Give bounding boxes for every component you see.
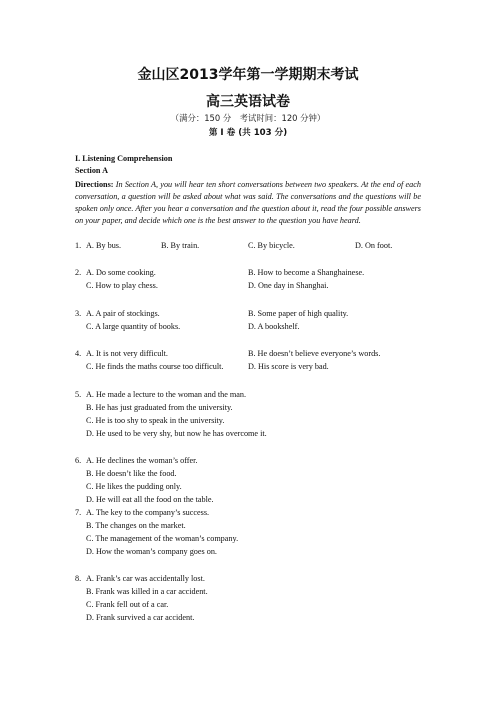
option-b: B. The changes on the market. (86, 521, 186, 530)
question-number: 6. (75, 456, 82, 465)
option-c: C. He likes the pudding only. (86, 482, 182, 491)
question-number: 3. (75, 309, 82, 318)
exam-title: 金山区2013学年第一学期期末考试 (137, 67, 359, 83)
question-number: 1. (75, 241, 82, 250)
option-d: D. He will eat all the food on the table. (86, 495, 214, 504)
option-a: A. A pair of stockings. (86, 309, 160, 318)
directions-label: Directions: (75, 180, 114, 189)
option-b: B. How to become a Shanghainese. (248, 268, 365, 277)
option-b: B. He doesn’t like the food. (86, 469, 177, 478)
question-7 (75, 508, 209, 518)
question-8 (75, 574, 205, 584)
option-a: A. The key to the company’s success. (86, 508, 210, 517)
option-a: A. Frank’s car was accidentally lost. (86, 574, 205, 583)
section-name: Section A (75, 166, 108, 175)
option-c: C. By bicycle. (248, 241, 295, 250)
option-d: D. How the woman’s company goes on. (86, 547, 217, 556)
option-d: D. One day in Shanghai. (248, 281, 329, 290)
option-c: C. The management of the woman’s company. (86, 534, 239, 543)
question-4 (75, 349, 168, 359)
option-c: C. He is too shy to speak in the university. (86, 416, 225, 425)
option-b: B. He has just graduated from the university. (86, 403, 233, 412)
question-number: 2. (75, 268, 82, 277)
option-d: D. He used to be very shy, but now he has overcome it. (86, 429, 267, 438)
option-b: B. He doesn’t believe everyone’s words. (248, 349, 381, 358)
question-3 (75, 309, 160, 319)
option-a: A. He made a lecture to the woman and the man. (86, 390, 247, 399)
option-a: A. By bus. (86, 241, 122, 250)
option-c: C. How to play chess. (86, 281, 158, 290)
question-1 (75, 241, 121, 251)
option-d: D. A bookshelf. (248, 322, 300, 331)
directions-paragraph (75, 179, 421, 227)
exam-subtitle: 高三英语试卷 (206, 94, 290, 110)
option-c: C. A large quantity of books. (86, 322, 181, 331)
option-a: A. It is not very difficult. (86, 349, 168, 358)
option-c: C. He finds the maths course too difficult. (86, 362, 224, 371)
question-number: 8. (75, 574, 82, 583)
exam-info: （满分：150 分 考试时间：120 分钟） (170, 113, 326, 123)
directions-text: In Section A, you will hear ten short conversations between two speakers. At the end of each conversation, a question will be asked about what was said. The conversations and the questions will be spoken only once. After you hear a conversation and the question about it, read the four possible answers on your paper, and decide which one is the best answer to the question you have heard. (75, 180, 421, 226)
option-c: C. Frank fell out of a car. (86, 600, 169, 609)
option-b: B. By train. (161, 241, 200, 250)
option-d: D. On foot. (355, 241, 393, 250)
question-5 (75, 390, 246, 400)
question-6 (75, 456, 198, 466)
section-heading: I. Listening Comprehension (75, 154, 173, 163)
part-label: 第 I 卷 (共 103 分) (208, 128, 288, 138)
option-b: B. Some paper of high quality. (248, 309, 349, 318)
question-number: 5. (75, 390, 82, 399)
question-number: 7. (75, 508, 82, 517)
option-a: A. He declines the woman’s offer. (86, 456, 198, 465)
question-2 (75, 268, 156, 278)
option-a: A. Do some cooking. (86, 268, 156, 277)
option-d: D. Frank survived a car accident. (86, 613, 195, 622)
option-b: B. Frank was killed in a car accident. (86, 587, 208, 596)
option-d: D. His score is very bad. (248, 362, 329, 371)
question-number: 4. (75, 349, 82, 358)
